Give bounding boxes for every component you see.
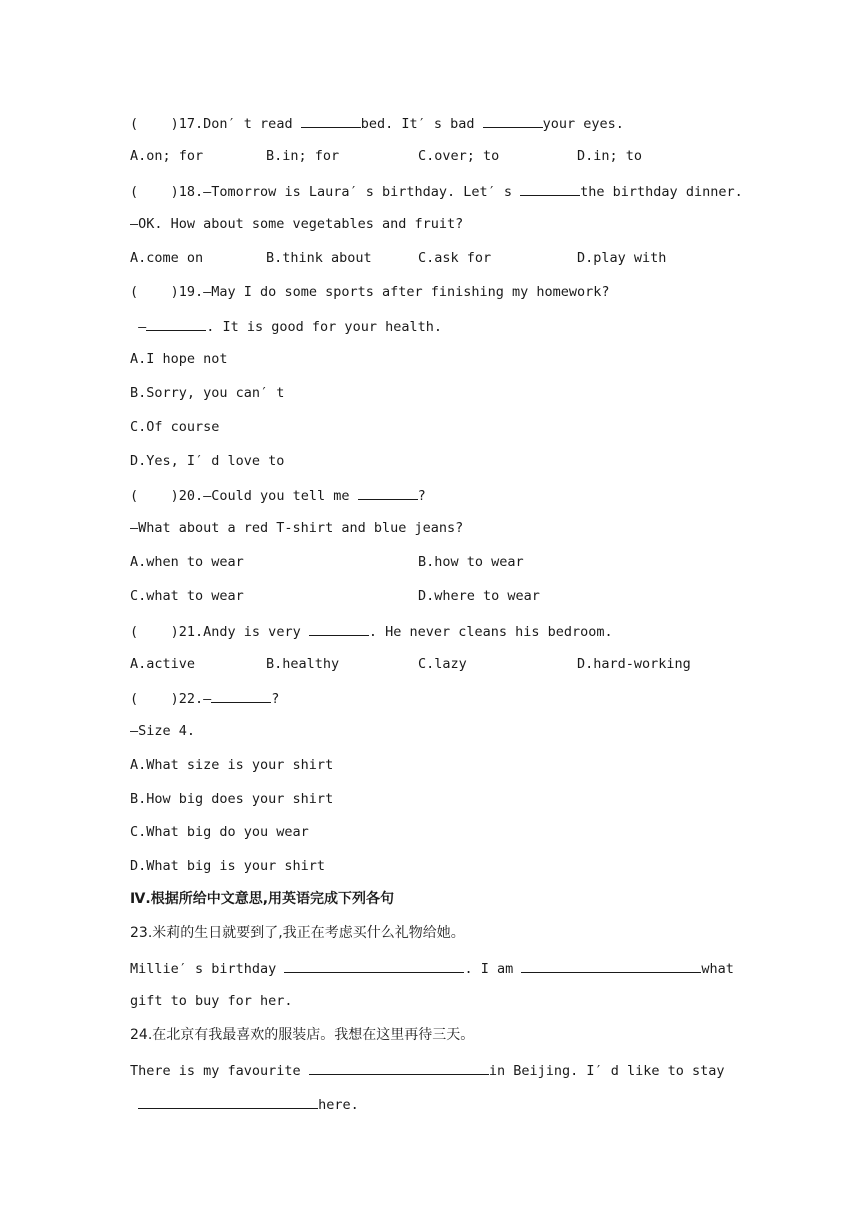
- option-a: A.on; for: [130, 148, 204, 164]
- dialogue-reply: —What about a red T-shirt and blue jeans?: [130, 520, 464, 536]
- option-a: A.come on: [130, 250, 204, 266]
- sentence-text: here.: [318, 1097, 359, 1113]
- option-a: A.when to wear: [130, 554, 244, 570]
- sentence-text: . I am: [464, 961, 522, 977]
- sentence-text: [130, 1097, 138, 1113]
- question-text: ?: [271, 691, 280, 707]
- blank-line: [211, 688, 271, 703]
- question-23-chinese: 23.米莉的生日就要到了,我正在考虑买什么礼物给她。: [130, 925, 465, 941]
- blank-line: [358, 485, 418, 500]
- question-text: your eyes.: [542, 116, 624, 132]
- question-text: . He never cleans his bedroom.: [368, 624, 613, 640]
- option-a: A.I hope not: [130, 351, 228, 367]
- dialogue-reply: —OK. How about some vegetables and fruit?: [130, 216, 464, 232]
- reply-text: —: [130, 319, 147, 335]
- answer-paren: ( ): [130, 691, 179, 707]
- option-b: B.Sorry, you can′ t: [130, 385, 285, 401]
- blank-line: [520, 181, 580, 196]
- question-text: 21.Andy is very: [178, 624, 309, 640]
- sentence-text: in Beijing. I′ d like to stay: [488, 1063, 725, 1079]
- question-24-english-cont: [130, 1094, 359, 1114]
- blank-line: [309, 1060, 489, 1075]
- answer-paren: ( ): [130, 488, 179, 504]
- question-17: [130, 113, 624, 133]
- question-24-chinese: 24.在北京有我最喜欢的服装店。我想在这里再待三天。: [130, 1027, 475, 1043]
- answer-paren: ( ): [130, 624, 179, 640]
- question-20: [130, 485, 426, 505]
- question-19: [130, 283, 610, 301]
- question-21: [130, 621, 613, 641]
- question-23-english: [130, 958, 734, 978]
- option-d: D.Yes, I′ d love to: [130, 453, 285, 469]
- question-23-english-cont: gift to buy for her.: [130, 993, 293, 1009]
- option-c: C.ask for: [418, 250, 492, 266]
- option-d: D.hard-working: [577, 656, 691, 672]
- option-c: C.Of course: [130, 419, 220, 435]
- sentence-text: what: [701, 961, 734, 977]
- option-c: C.over; to: [418, 148, 500, 164]
- question-text: 22.—: [178, 691, 212, 707]
- option-a: A.active: [130, 656, 196, 672]
- blank-line: [309, 621, 369, 636]
- answer-paren: ( ): [130, 284, 179, 300]
- question-text: bed. It′ s bad: [360, 116, 483, 132]
- question-24-english: [130, 1060, 725, 1080]
- section-heading: Ⅳ.根据所给中文意思,用英语完成下列各句: [130, 891, 395, 907]
- option-b: B.in; for: [266, 148, 340, 164]
- dialogue-reply: [130, 316, 442, 336]
- question-text: the birthday dinner.: [580, 184, 743, 200]
- option-d: D.What big is your shirt: [130, 858, 326, 874]
- blank-line: [284, 958, 464, 973]
- question-18: [130, 181, 743, 201]
- question-text: ?: [417, 488, 426, 504]
- reply-text: . It is good for your health.: [206, 319, 442, 335]
- blank-line: [301, 113, 361, 128]
- blank-line: [138, 1094, 318, 1109]
- option-c: C.what to wear: [130, 588, 244, 604]
- option-b: B.How big does your shirt: [130, 791, 334, 807]
- option-b: B.healthy: [266, 656, 340, 672]
- blank-line: [146, 316, 206, 331]
- option-d: D.play with: [577, 250, 667, 266]
- sentence-text: Millie′ s birthday: [130, 961, 285, 977]
- answer-paren: ( ): [130, 116, 179, 132]
- question-text: 17.Don′ t read: [178, 116, 301, 132]
- blank-line: [483, 113, 543, 128]
- question-text: 20.—Could you tell me: [178, 488, 358, 504]
- question-text: 19.—May I do some sports after finishing my homework?: [178, 284, 610, 300]
- question-text: 18.—Tomorrow is Laura′ s birthday. Let′ s: [178, 184, 521, 200]
- option-d: D.where to wear: [418, 588, 540, 604]
- sentence-text: There is my favourite: [130, 1063, 309, 1079]
- answer-paren: ( ): [130, 184, 179, 200]
- option-b: B.think about: [266, 250, 372, 266]
- option-c: C.lazy: [418, 656, 467, 672]
- option-b: B.how to wear: [418, 554, 524, 570]
- option-d: D.in; to: [577, 148, 643, 164]
- question-22: [130, 688, 279, 708]
- option-a: A.What size is your shirt: [130, 757, 334, 773]
- dialogue-reply: —Size 4.: [130, 723, 196, 739]
- blank-line: [521, 958, 701, 973]
- option-c: C.What big do you wear: [130, 824, 309, 840]
